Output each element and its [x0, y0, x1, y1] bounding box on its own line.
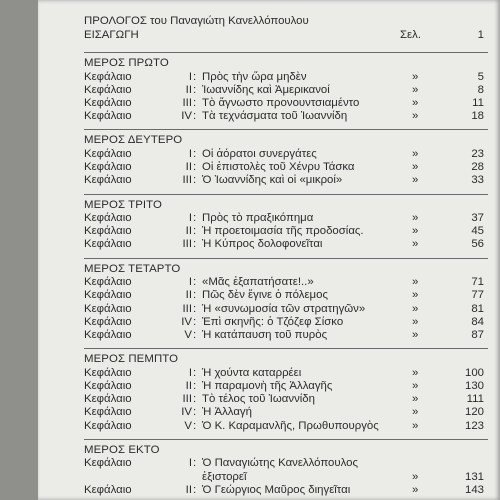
chapter-row — [84, 393, 488, 406]
chapter-page: 28 — [471, 161, 484, 174]
chapter-label: Κεφάλαιο — [84, 406, 132, 419]
chapter-label: Κεφάλαιο — [84, 238, 132, 251]
chapter-title: Οἱ ἀόρατοι συνεργάτες — [202, 147, 317, 160]
chapter-row — [84, 84, 488, 97]
chapter-page: 81 — [471, 302, 484, 315]
chapter-label: Κεφάλαιο — [84, 276, 132, 289]
chapter-row — [84, 303, 488, 316]
chapter-row — [84, 238, 488, 251]
chapter-number: I — [188, 147, 192, 160]
ditto-mark: » — [412, 276, 419, 289]
chapter-colon: : — [193, 212, 197, 225]
chapter-number: III — [182, 302, 192, 315]
chapter-label: Κεφάλαιο — [84, 457, 132, 470]
chapter-page: 87 — [471, 329, 484, 341]
chapter-label: Κεφάλαιο — [84, 96, 132, 109]
part-title: ΜΕΡΟΣ ΠΡΩΤΟ — [84, 57, 169, 69]
chapter-number: V — [184, 329, 192, 341]
chapter-number: II — [185, 83, 192, 96]
chapter-label: Κεφάλαιο — [84, 289, 132, 302]
chapter-number: I — [188, 70, 192, 83]
chapter-number: I — [188, 276, 192, 289]
ditto-mark: » — [412, 470, 419, 483]
ditto-mark: » — [412, 225, 419, 238]
introduction-text: ΕΙΣΑΓΩΓΗ — [84, 29, 139, 41]
chapter-label: Κεφάλαιο — [84, 147, 132, 160]
chapter-number: III — [182, 174, 192, 187]
chapter-colon: : — [193, 329, 197, 341]
chapter-number: IV — [181, 315, 192, 328]
chapter-colon: : — [193, 276, 197, 289]
chapter-page: 77 — [471, 289, 484, 302]
ditto-mark: » — [412, 302, 419, 315]
part-section — [84, 258, 488, 343]
chapter-row — [84, 276, 488, 289]
chapter-number: II — [185, 289, 192, 302]
chapter-title: Ἐπὶ σκηνῆς: ὁ Τζόζεφ Σίσκο — [202, 315, 344, 328]
chapter-row — [84, 420, 488, 433]
prologue-text: ΠΡΟΛΟΓΟΣ του Παναγιώτη Κανελλόπουλου — [84, 15, 309, 27]
chapter-label: Κεφάλαιο — [84, 393, 132, 406]
chapter-number: I — [188, 212, 192, 225]
chapter-number: III — [182, 393, 192, 406]
chapter-title: Ἡ προετοιμασία τῆς προδοσίας. — [202, 225, 364, 238]
chapter-row — [84, 380, 488, 393]
chapter-page: 100 — [464, 366, 484, 379]
chapter-number: II — [185, 379, 192, 392]
chapter-page: 123 — [464, 419, 484, 432]
chapter-number: II — [185, 161, 192, 174]
chapter-colon: : — [193, 379, 197, 392]
chapter-page: 11 — [472, 96, 484, 109]
chapter-colon: : — [193, 483, 197, 496]
chapter-colon: : — [193, 147, 197, 160]
chapter-label: Κεφάλαιο — [84, 161, 132, 174]
table-of-contents — [84, 14, 488, 497]
chapter-title: Ἡ χούντα καταρρέει — [202, 366, 302, 379]
chapter-title: Πρὸς τὸ πραξικόπημα — [202, 212, 314, 225]
chapter-colon: : — [193, 110, 197, 123]
part-section — [84, 194, 488, 252]
chapter-row — [84, 174, 488, 187]
chapter-title: Ὁ Γεώργιος Μαῦρος διηγεῖται — [202, 483, 351, 496]
part-section — [84, 348, 488, 433]
chapter-number: I — [188, 457, 192, 470]
ditto-mark: » — [412, 83, 419, 96]
chapter-colon: : — [193, 406, 197, 419]
chapter-title: Ἡ κατάπαυση τοῦ πυρὸς — [202, 329, 328, 341]
ditto-mark: » — [412, 110, 419, 123]
prologue-line — [84, 14, 488, 28]
chapter-colon: : — [193, 174, 197, 187]
ditto-mark: » — [412, 238, 419, 251]
parts-list — [84, 52, 488, 497]
chapter-title: Τὸ τέλος τοῦ Ἰωαννίδη — [202, 393, 315, 406]
ditto-mark: » — [412, 379, 419, 392]
chapter-page: 120 — [464, 406, 484, 419]
chapter-row — [84, 471, 488, 484]
ditto-mark: » — [412, 419, 419, 432]
ditto-mark: » — [412, 393, 419, 406]
part-section — [84, 52, 488, 123]
chapter-row — [84, 71, 488, 84]
chapter-colon: : — [193, 302, 197, 315]
chapter-title: ἐξιστορεῖ — [202, 470, 247, 483]
chapter-label: Κεφάλαιο — [84, 379, 132, 392]
chapter-title: «Μᾶς ἐξαπατήσατε!..» — [202, 276, 314, 289]
part-title: ΜΕΡΟΣ ΤΡΙΤΟ — [84, 198, 162, 211]
book-page — [38, 0, 500, 500]
chapter-page: 23 — [471, 147, 484, 160]
part-title: ΜΕΡΟΣ ΕΚΤΟ — [84, 443, 160, 456]
part-title: ΜΕΡΟΣ ΔΕΥΤΕΡΟ — [84, 134, 183, 147]
chapter-colon: : — [193, 366, 197, 379]
part-section — [84, 439, 488, 497]
chapter-title: Ὁ Ἰωαννίδης καὶ οἱ «μικροί» — [202, 174, 343, 187]
ditto-mark: » — [412, 147, 419, 160]
chapter-page: 84 — [471, 315, 484, 328]
chapter-colon: : — [193, 225, 197, 238]
chapter-page: 71 — [471, 276, 484, 289]
chapter-title: Ἰωαννίδης καὶ Ἀμερικανοί — [202, 83, 330, 96]
chapter-label: Κεφάλαιο — [84, 483, 132, 496]
chapter-row — [84, 289, 488, 302]
chapter-title: Τὸ ἄγνωστο προνουντσιαμέντο — [202, 96, 360, 109]
chapter-row — [84, 148, 488, 161]
ditto-mark: » — [412, 329, 419, 341]
ditto-mark: » — [412, 406, 419, 419]
chapter-row — [84, 97, 488, 110]
chapter-page: 33 — [471, 174, 484, 187]
chapter-number: III — [182, 96, 192, 109]
ditto-mark: » — [412, 174, 419, 187]
chapter-title: Πρὸς τὴν ὥρα μηδὲν — [202, 70, 307, 83]
chapter-label: Κεφάλαιο — [84, 366, 132, 379]
ditto-mark: » — [412, 483, 419, 496]
chapter-colon: : — [193, 70, 197, 83]
chapter-row — [84, 457, 488, 470]
chapter-label: Κεφάλαιο — [84, 225, 132, 238]
chapter-number: IV — [181, 406, 192, 419]
ditto-mark: » — [412, 315, 419, 328]
chapter-colon: : — [193, 457, 197, 470]
chapter-title: Ἡ παραμονὴ τῆς Ἀλλαγῆς — [202, 379, 333, 392]
chapter-row — [84, 212, 488, 225]
chapter-label: Κεφάλαιο — [84, 212, 132, 225]
chapter-page: 5 — [477, 70, 484, 83]
chapter-number: II — [185, 483, 192, 496]
chapter-number: III — [182, 238, 192, 251]
chapter-label: Κεφάλαιο — [84, 302, 132, 315]
chapter-title: Ἡ Ἀλλαγή — [202, 406, 252, 419]
ditto-mark: » — [412, 289, 419, 302]
chapter-colon: : — [193, 419, 197, 432]
chapter-row — [84, 316, 488, 329]
chapter-row — [84, 161, 488, 174]
chapter-label: Κεφάλαιο — [84, 83, 132, 96]
chapter-page: 130 — [464, 379, 484, 392]
ditto-mark: » — [412, 70, 419, 83]
part-title: ΜΕΡΟΣ ΠΕΜΠΤΟ — [84, 353, 179, 366]
ditto-mark: » — [412, 96, 419, 109]
chapter-row — [84, 367, 488, 380]
chapter-colon: : — [193, 238, 197, 251]
chapter-label: Κεφάλαιο — [84, 329, 132, 341]
chapter-label: Κεφάλαιο — [84, 419, 132, 432]
chapter-number: II — [185, 225, 192, 238]
chapter-colon: : — [193, 161, 197, 174]
ditto-mark: » — [412, 366, 419, 379]
chapter-title: Οἱ ἐπιστολὲς τοῦ Χένρυ Τάσκα — [202, 161, 355, 174]
chapter-page: 111 — [466, 393, 484, 406]
chapter-label: Κεφάλαιο — [84, 110, 132, 123]
chapter-row — [84, 225, 488, 238]
chapter-title: Ἡ «συνωμοσία τῶν στρατηγῶν» — [202, 302, 366, 315]
part-section — [84, 129, 488, 187]
chapter-colon: : — [193, 83, 197, 96]
ditto-mark: » — [412, 161, 419, 174]
chapter-label: Κεφάλαιο — [84, 315, 132, 328]
chapter-title: Τὰ τεχνάσματα τοῦ Ἰωαννίδη — [202, 110, 348, 123]
page-abbrev: Σελ. — [400, 29, 421, 41]
chapter-colon: : — [193, 289, 197, 302]
chapter-label: Κεφάλαιο — [84, 70, 132, 83]
chapter-row — [84, 484, 488, 497]
chapter-page: 18 — [471, 110, 484, 123]
chapter-row — [84, 329, 488, 342]
chapter-page: 143 — [464, 483, 484, 496]
chapter-title: Πῶς δὲν ἔγινε ὁ πόλεμος — [202, 289, 328, 302]
ditto-mark: » — [412, 212, 419, 225]
chapter-title: Ἡ Κύπρος δολοφονεῖται — [202, 238, 323, 251]
chapter-number: IV — [181, 110, 192, 123]
introduction-page: 1 — [477, 29, 484, 41]
chapter-number: I — [188, 366, 192, 379]
chapter-colon: : — [193, 393, 197, 406]
chapter-page: 37 — [471, 212, 484, 225]
chapter-row — [84, 110, 488, 123]
chapter-page: 56 — [471, 238, 484, 251]
chapter-colon: : — [193, 315, 197, 328]
chapter-number: V — [184, 419, 192, 432]
chapter-title: Ὁ Παναγιώτης Κανελλόπουλος — [202, 457, 358, 470]
chapter-row — [84, 406, 488, 419]
chapter-title: Ὁ Κ. Καραμανλῆς, Πρωθυπουργὸς — [202, 419, 379, 432]
chapter-page: 131 — [464, 470, 484, 483]
chapter-page: 8 — [477, 83, 484, 96]
introduction-line — [84, 28, 488, 42]
chapter-label: Κεφάλαιο — [84, 174, 132, 187]
chapter-colon: : — [193, 96, 197, 109]
part-title: ΜΕΡΟΣ ΤΕΤΑΡΤΟ — [84, 262, 181, 275]
chapter-page: 45 — [471, 225, 484, 238]
